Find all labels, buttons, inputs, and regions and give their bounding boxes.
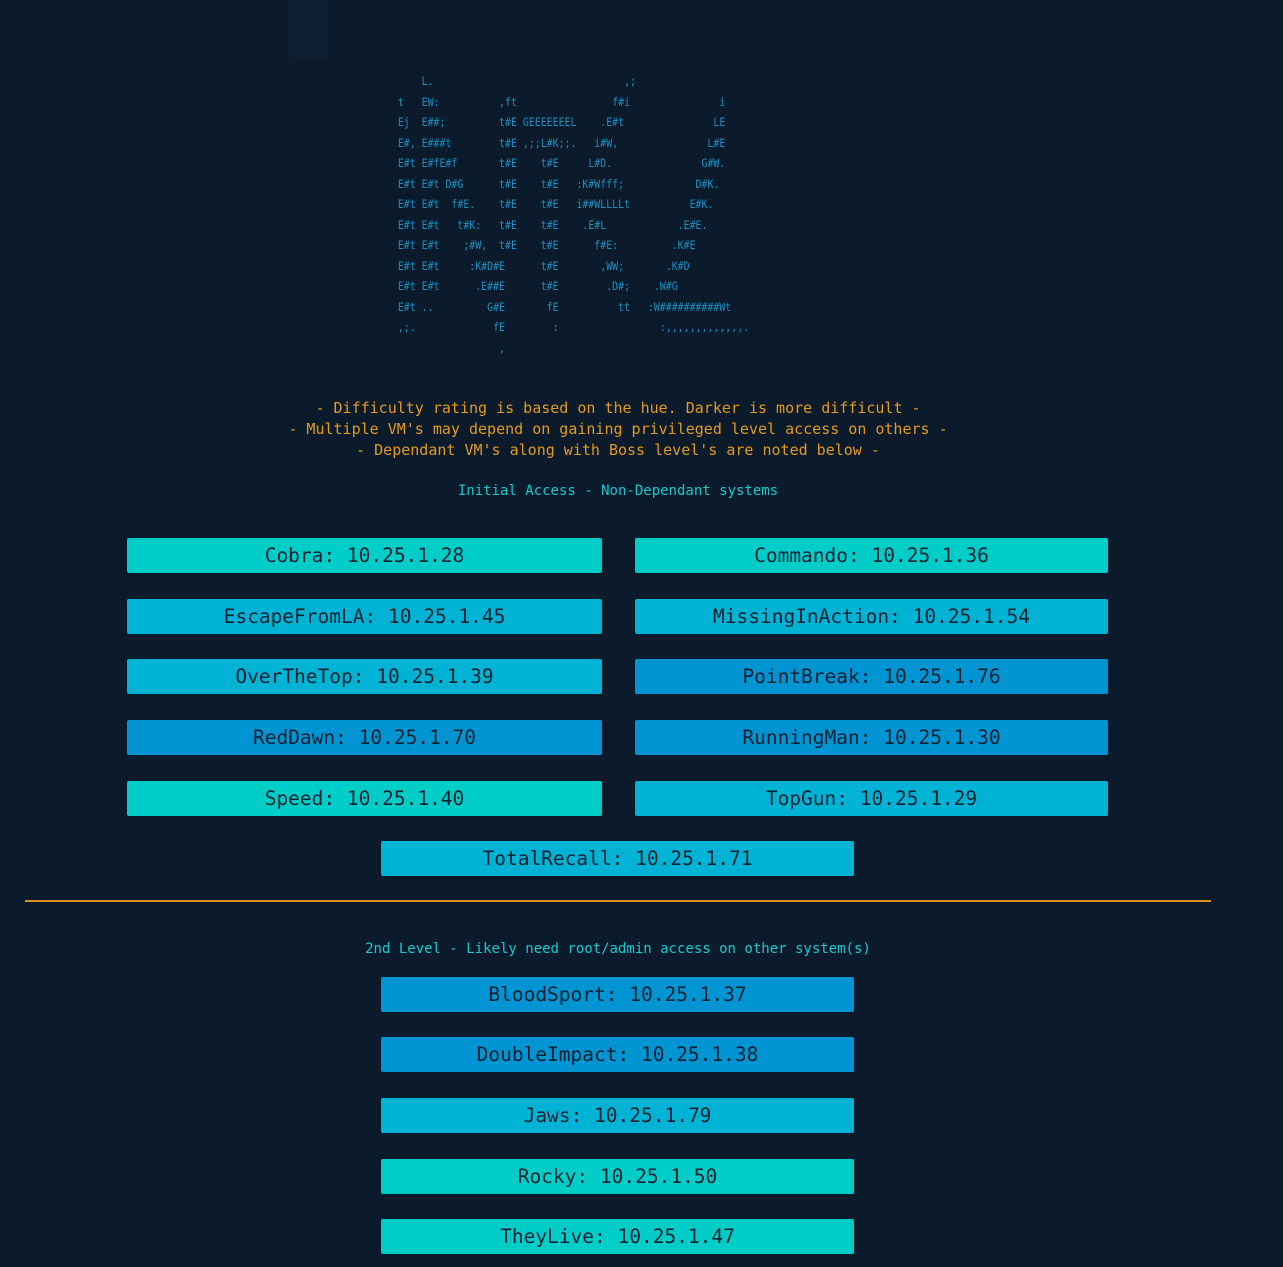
difficulty-notes xyxy=(0,398,1236,461)
vm-button-pointbreak[interactable]: PointBreak: 10.25.1.76 xyxy=(635,659,1108,694)
vm-button-jaws[interactable]: Jaws: 10.25.1.79 xyxy=(381,1098,854,1133)
vm-button-theylive[interactable]: TheyLive: 10.25.1.47 xyxy=(381,1219,854,1254)
vm-button-bloodsport[interactable]: BloodSport: 10.25.1.37 xyxy=(381,977,854,1012)
ascii-art-banner: L. ,; t EW: ,ft f#i i Ej E##; t#E GEEEEEEEL .E#t LE E#, E###t t#E ,;;L#K;;. i#W, L#E E#t E#fE#f t#E t#E L#D. G#W. E#t E#t D#G t#E t#E :K#Wfff; D#K. E#t E#t f#E. t#E t#E i##WLLLLt E#K. E#t E#t t#K: t#E t#E .E#L .E#E. E#t E#t ;#W, t#E t#E f#E: .K#E E#t E#t :K#D#E t#E ,WW; .K#D E#t E#t .E##E t#E .D#; .W#G E#t .. G#E fE tt :W##########Wt ,;. fE : :,,,,,,,,,,,,,. , xyxy=(397,74,750,355)
vm-button-doubleimpact[interactable]: DoubleImpact: 10.25.1.38 xyxy=(381,1037,854,1072)
vm-button-rocky[interactable]: Rocky: 10.25.1.50 xyxy=(381,1159,854,1194)
vm-button-speed[interactable]: Speed: 10.25.1.40 xyxy=(127,781,602,816)
vm-button-reddawn[interactable]: RedDawn: 10.25.1.70 xyxy=(127,720,602,755)
note-line: - Multiple VM's may depend on gaining privileged level access on others - xyxy=(288,420,948,438)
vm-button-commando[interactable]: Commando: 10.25.1.36 xyxy=(635,538,1108,573)
second-level-heading: 2nd Level - Likely need root/admin access on other system(s) xyxy=(365,941,871,957)
section-divider xyxy=(25,900,1211,902)
vm-button-totalrecall[interactable]: TotalRecall: 10.25.1.71 xyxy=(381,841,854,876)
note-line: - Difficulty rating is based on the hue. Darker is more difficult - xyxy=(315,399,921,417)
note-line: - Dependant VM's along with Boss level's are noted below - xyxy=(356,441,880,459)
vm-button-overthetop[interactable]: OverTheTop: 10.25.1.39 xyxy=(127,659,602,694)
vm-button-missinginaction[interactable]: MissingInAction: 10.25.1.54 xyxy=(635,599,1108,634)
vm-button-topgun[interactable]: TopGun: 10.25.1.29 xyxy=(635,781,1108,816)
vm-button-cobra[interactable]: Cobra: 10.25.1.28 xyxy=(127,538,602,573)
vm-button-escapefromla[interactable]: EscapeFromLA: 10.25.1.45 xyxy=(127,599,602,634)
initial-access-heading: Initial Access - Non-Dependant systems xyxy=(457,483,779,499)
vm-button-runningman[interactable]: RunningMan: 10.25.1.30 xyxy=(635,720,1108,755)
faded-logo-block xyxy=(289,0,329,58)
